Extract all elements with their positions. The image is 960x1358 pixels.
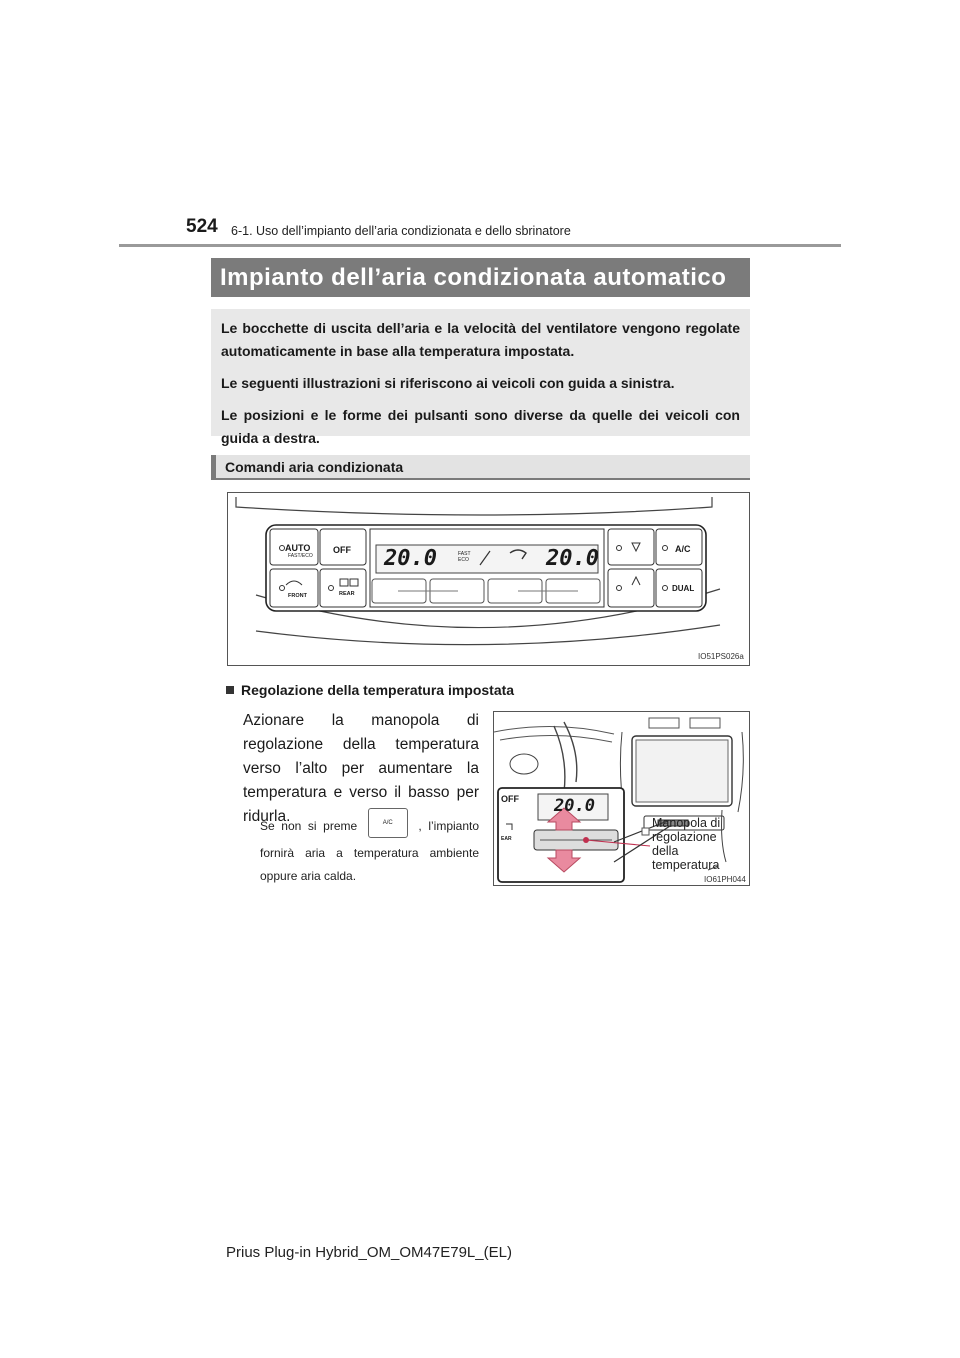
climate-panel-illustration [228,493,749,665]
auto-sub-label: FAST/ECO [288,553,313,559]
auto-button[interactable]: AUTO [285,543,311,553]
front-defroster-button[interactable]: FRONT [288,593,307,599]
right-temp-display: 20.0 [546,546,599,571]
climate-panel-figure [227,492,750,666]
intro-box [211,309,750,446]
subsection-title: Comandi aria condizionata [211,455,750,480]
square-bullet-icon [226,686,234,694]
callout-line: regolazione [652,830,717,844]
ac-button-icon: A/C [368,808,408,838]
intro-paragraph: Le bocchette di uscita dell’aria e la velocità del ventilatore vengono regolate automaticamente in base alla temperatura impostata. [221,320,740,359]
temperature-dial-figure [493,711,750,886]
section-title: Impianto dell’aria condizionata automatico [211,258,750,297]
rear-label: EAR [501,836,512,842]
callout-line: Manopola di [652,816,721,830]
note-text-after: , l’impianto fornirà aria a temperatura ambiente oppure aria calda. [260,819,480,883]
item-note [260,812,479,888]
fast-label: FAST [458,551,471,557]
figure-code: IO51PS026a [698,652,744,661]
breadcrumb: 6-1. Uso dell’impianto dell’aria condizionata e dello sbrinatore [231,224,571,238]
temperature-dial-callout [652,816,720,872]
note-text-before: Se non si preme [260,819,358,834]
intro-paragraph: Le posizioni e le forme dei pulsanti sono diverse da quelle dei veicoli con guida a destra. [221,407,740,446]
callout-line: della [652,844,679,858]
header-divider [119,244,841,247]
left-temp-display: 20.0 [384,546,437,571]
page-number: 524 [186,216,218,237]
item-heading-text: Regolazione della temperatura impostata [241,682,515,698]
callout-line: temperatura [652,858,720,872]
dial-temp-display: 20.0 [554,796,595,816]
figure-code: IO61PH044 [704,875,746,884]
dual-button[interactable]: DUAL [672,584,695,593]
fan-off-button[interactable]: OFF [333,545,351,555]
eco-label: ECO [458,557,469,563]
ac-button[interactable]: A/C [675,544,691,554]
fan-off-label: OFF [501,794,519,804]
item-body-text: Azionare la manopola di regolazione della temperatura verso l’alto per aumentare la temperatura e verso il basso per ridurla. [243,712,479,825]
footer-doc-id: Prius Plug-in Hybrid_OM_OM47E79L_(EL) [226,1244,512,1261]
rear-defroster-button[interactable]: REAR [339,591,355,597]
intro-paragraph: Le seguenti illustrazioni si riferiscono ai veicoli con guida a sinistra. [221,375,675,391]
item-heading [226,682,514,698]
